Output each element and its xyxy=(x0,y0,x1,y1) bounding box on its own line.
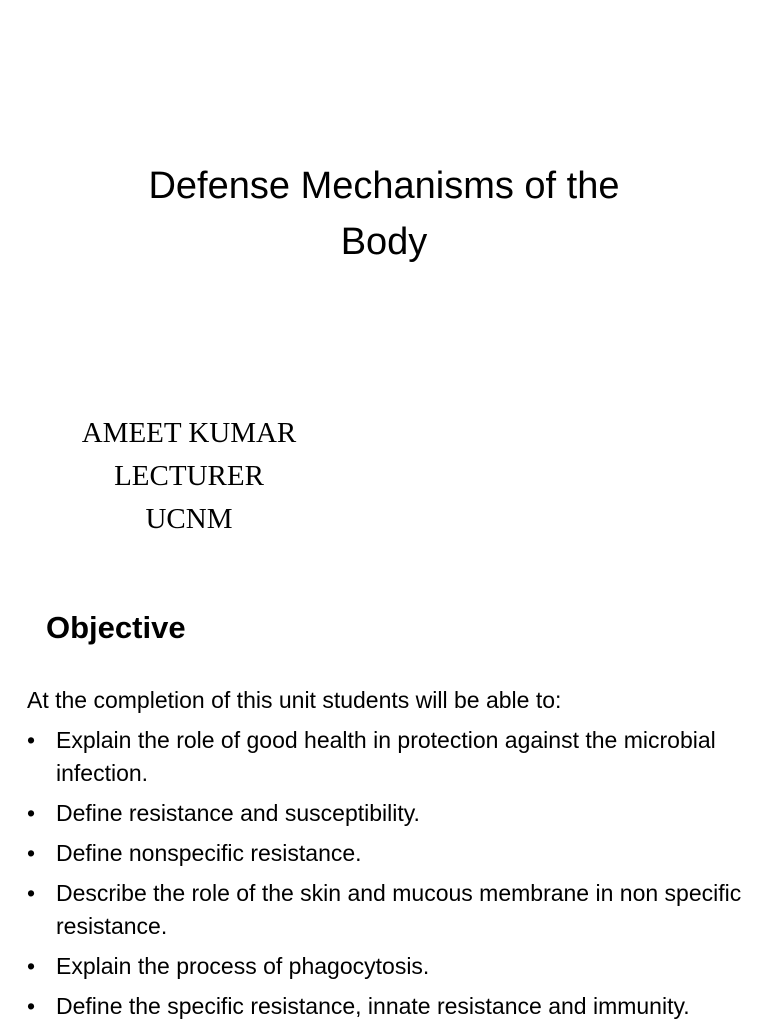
author-block xyxy=(48,412,330,541)
objective-intro: At the completion of this unit students will be able to: xyxy=(27,687,562,713)
bullet-icon: • xyxy=(27,880,36,906)
list-item xyxy=(27,837,767,870)
list-item xyxy=(27,950,767,983)
list-item-text: Define nonspecific resistance. xyxy=(56,840,362,866)
list-item xyxy=(27,990,767,1023)
list-item-text: Explain the process of phagocytosis. xyxy=(56,953,430,979)
list-item-text: Describe the role of the skin and mucous membrane in non specific resistance. xyxy=(56,880,742,939)
author-role: LECTURER xyxy=(114,460,264,492)
bullet-icon: • xyxy=(27,800,36,826)
list-item-text: Define the specific resistance, innate resistance and immunity. xyxy=(56,993,690,1019)
list-item-text: Define resistance and susceptibility. xyxy=(56,800,420,826)
objective-list xyxy=(27,724,767,1030)
bullet-icon: • xyxy=(27,840,36,866)
slide-title-line-2: Body xyxy=(340,221,428,263)
list-item xyxy=(27,724,767,790)
list-item xyxy=(27,797,767,830)
list-item xyxy=(27,877,767,943)
bullet-icon: • xyxy=(27,993,36,1019)
slide-title xyxy=(84,158,684,270)
slide-title-line-1: Defense Mechanisms of the xyxy=(148,165,620,207)
bullet-icon: • xyxy=(27,953,36,979)
bullet-icon: • xyxy=(27,727,36,753)
list-item-text: Explain the role of good health in protection against the microbial infection. xyxy=(56,727,716,786)
author-institution: UCNM xyxy=(145,503,233,535)
objective-heading: Objective xyxy=(46,610,186,645)
author-name: AMEET KUMAR xyxy=(81,417,297,449)
